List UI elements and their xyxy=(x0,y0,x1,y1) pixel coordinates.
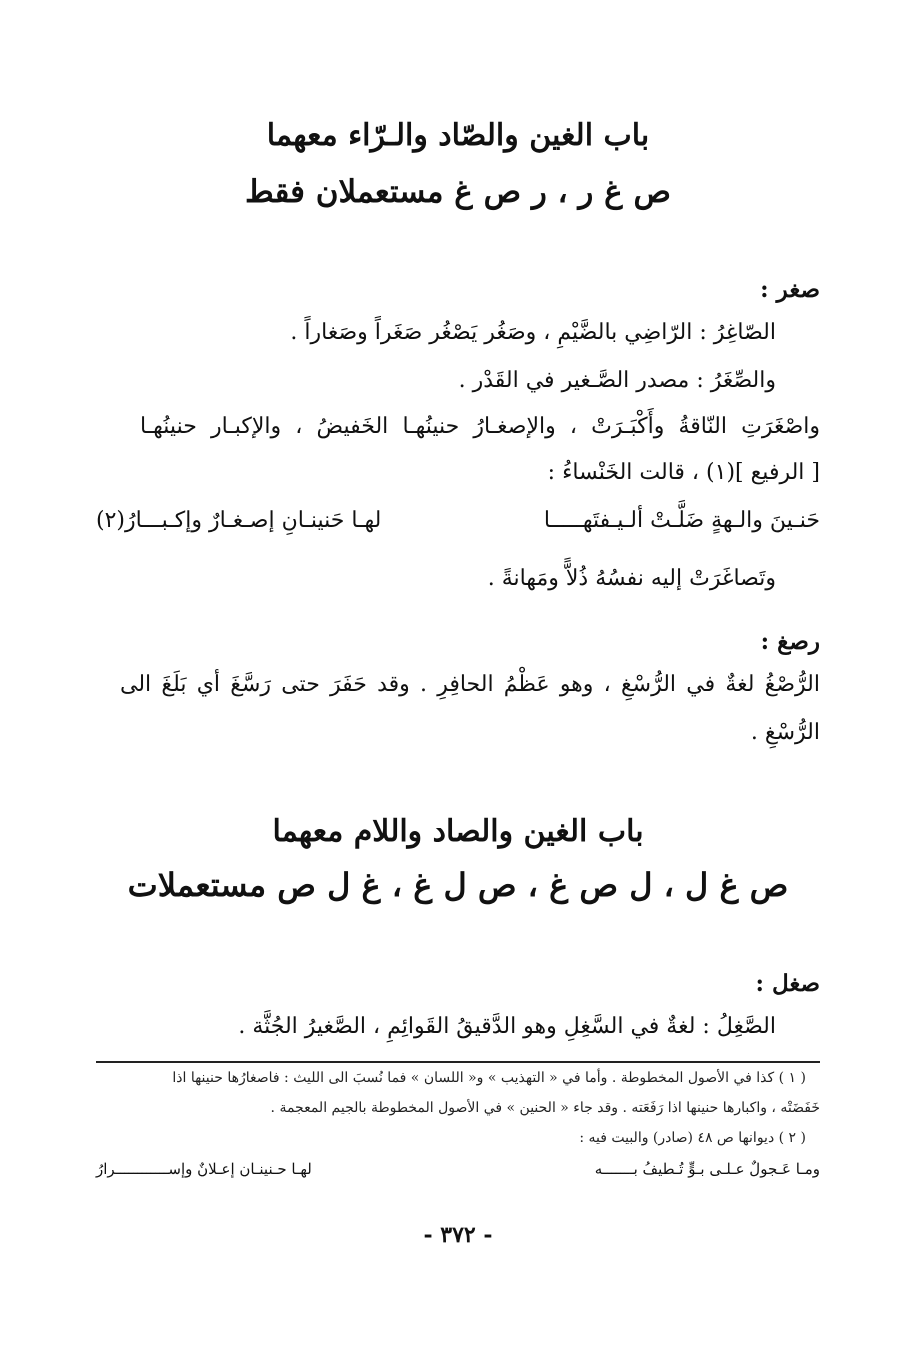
entry-text-line: وتَصاغَرَتْ إليه نفسُهُ ذُلاًّ ومَهانةً . xyxy=(487,566,776,591)
section-title: باب الغين والصاد واللام معهما xyxy=(272,814,644,849)
footnote-line: ( ٢ ) ديوانها ص ٤٨ (صادر) والبيت فيه : xyxy=(579,1130,806,1146)
verse-hemistich-second: لهـا حـنينـان إعـلانٌ وإســــــــــــرارُ xyxy=(96,1160,312,1178)
entry-heading-saghar: صغر : xyxy=(760,276,820,303)
page-number: - ٣٧٢ - xyxy=(423,1222,493,1248)
entry-text-line: واصْغَرَتِ النّاقةُ وأَكْبَـرَتْ ، والإصغـارُ حنينُهـا الخَفيضُ ، والإكبـار حنينُهـا xyxy=(140,414,820,439)
section-title: باب الغين والصّاد والـرّاء معهما xyxy=(266,118,650,153)
entry-text-line: الصَّغِلُ : لغةٌ في السَّغِلِ وهو الدَّقيقُ القَوائِمِ ، الصَّغيرُ الجُثَّة . xyxy=(238,1014,776,1039)
section-subtitle: ص غ ل ، ل ص غ ، ص ل غ ، غ ل ص مستعملات xyxy=(127,866,789,904)
footnote-divider xyxy=(96,1061,820,1063)
footnote-verse xyxy=(96,1160,820,1184)
entry-text-line: الصّاغِرُ : الرّاضِي بالضَّيْمِ ، وصَغُر يَصْغُر صَغَراً وصَغاراً . xyxy=(290,320,776,345)
footnote-line: خَفَضَتْه ، واكبارها حنينها اذا رَفَعَته . وقد جاء « الحنين » في الأصول المخطوطة بالجيم المعجمة . xyxy=(270,1100,820,1116)
footnote-line: ( ١ ) كذا في الأصول المخطوطة . وأما في « التهذيب » و« اللسان » فما نُسبَ الى الليث : فاصغارُها حنينها اذا xyxy=(172,1070,806,1086)
verse-hemistich-first: حَنـينَ والـهةٍ ضَلَّـتْ ألـيـفتَهـــــا xyxy=(543,508,820,533)
section-subtitle: ص غ ر ، ر ص غ مستعملان فقط xyxy=(245,174,671,210)
entry-heading-rasagh: رصغ : xyxy=(760,628,820,655)
verse-line xyxy=(96,508,820,542)
entry-heading-saghal: صغل : xyxy=(755,970,820,997)
entry-text-line: الرُّصْغُ لغةٌ في الرُّسْغِ ، وهو عَظْمُ الحافِرِ . وقد حَفَرَ حتى رَسَّغَ أي بَلَغَ الى xyxy=(120,672,820,697)
entry-text-line: الرُّسْغِ . xyxy=(750,720,820,745)
entry-text-line: [ الرفيع ](١) ، قالت الخَنْساءُ : xyxy=(547,460,820,485)
verse-hemistich-second: لهـا حَنينـانِ إصـغـارٌ وإكـبـــارُ(٢) xyxy=(96,508,382,533)
verse-hemistich-first: ومـا عَـجولٌ عـلـى بـوٍّ تُـطيفُ بـــــــه xyxy=(594,1160,820,1178)
entry-text-line: والصِّغَرُ : مصدر الصَّـغير في القَدْر . xyxy=(458,368,776,393)
